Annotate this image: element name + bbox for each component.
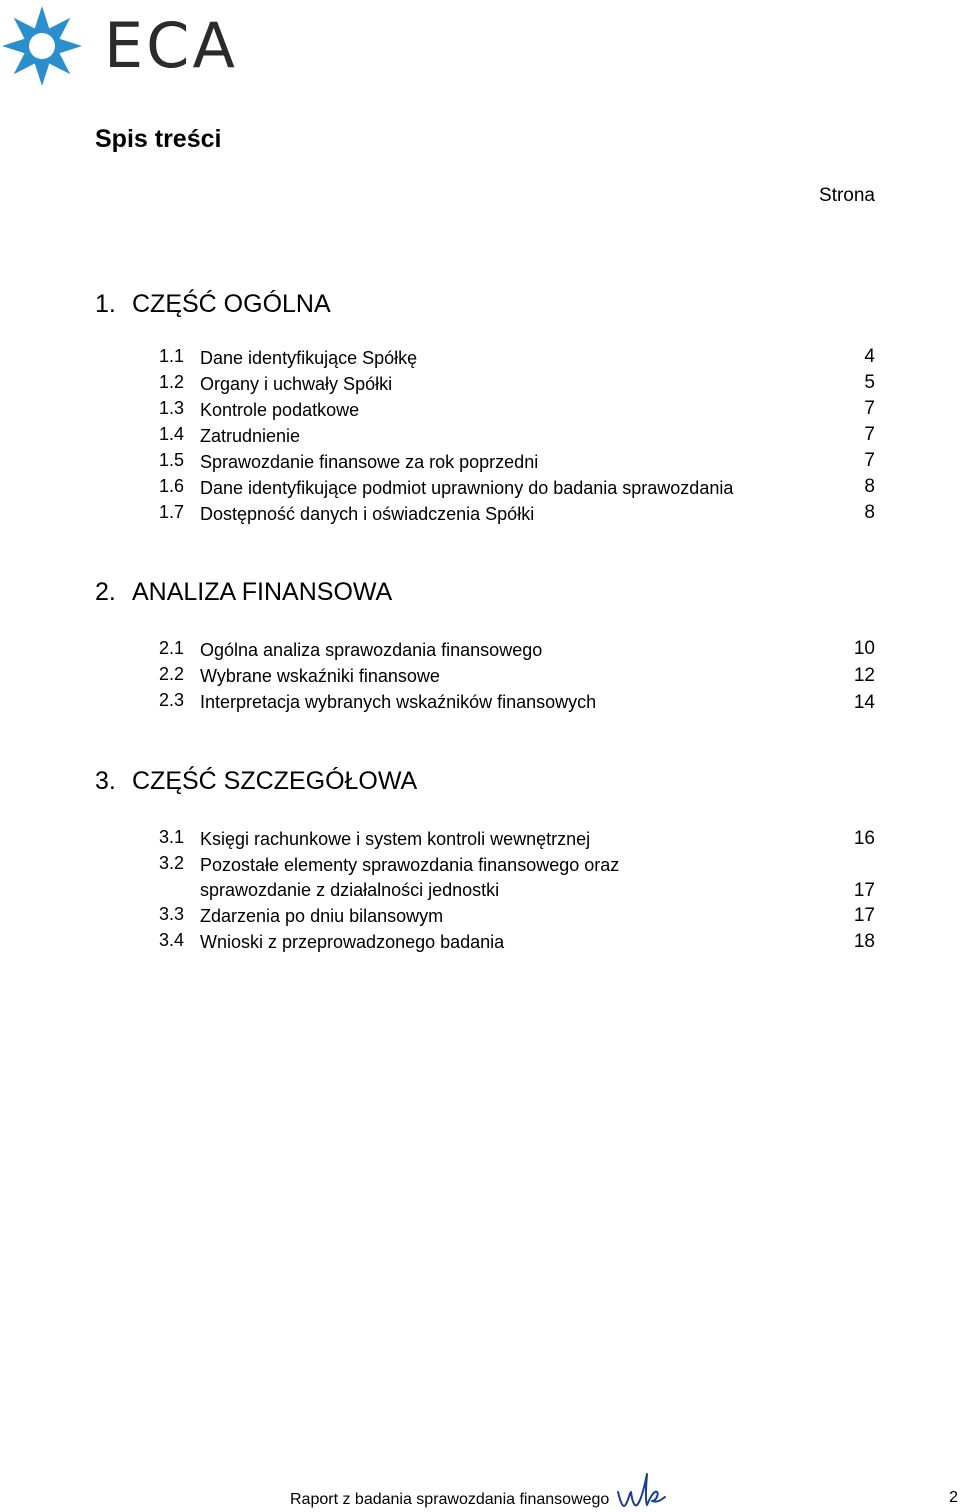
entry-text: Zatrudnienie <box>200 426 301 446</box>
entry-page: 17 <box>853 905 875 926</box>
entry-number: 1.6 <box>159 476 185 496</box>
entry-number: 3.3 <box>159 904 185 924</box>
entry-text: Zdarzenia po dniu bilansowym <box>200 906 444 926</box>
entry-number: 3.1 <box>159 827 185 847</box>
entry-number: 1.5 <box>159 450 185 470</box>
section-title: CZĘŚĆ SZCZEGÓŁOWA <box>132 767 418 795</box>
entry-page: 16 <box>853 828 875 849</box>
entry-text: Dostępność danych i oświadczenia Spółki <box>200 504 535 524</box>
section-title: ANALIZA FINANSOWA <box>132 578 393 606</box>
page-footer <box>0 1470 960 1512</box>
section-number: 1. <box>95 290 116 318</box>
entry-number: 3.2 <box>159 853 185 873</box>
section-title: CZĘŚĆ OGÓLNA <box>132 290 331 318</box>
entry-page: 7 <box>864 450 875 471</box>
entry-page: 5 <box>864 372 875 393</box>
toc-section-2 <box>95 578 875 718</box>
section-number: 2. <box>95 578 116 606</box>
entry-page: 12 <box>853 665 875 686</box>
entry-number: 1.3 <box>159 398 185 418</box>
entry-number: 3.4 <box>159 930 185 950</box>
entry-text: Organy i uchwały Spółki <box>200 374 393 394</box>
entry-text: Interpretacja wybranych wskaźników finansowych <box>200 692 597 712</box>
entry-text: Wnioski z przeprowadzonego badania <box>200 932 505 952</box>
section-number: 3. <box>95 767 116 795</box>
toc-section-1 <box>95 290 875 530</box>
entry-page: 18 <box>853 931 875 952</box>
toc-title: Spis treści <box>95 125 222 153</box>
entry-text: Ogólna analiza sprawozdania finansowego <box>200 640 543 660</box>
toc-section-3 <box>95 767 875 967</box>
footer-page-number: 2 <box>949 1489 958 1506</box>
entry-number: 1.1 <box>159 346 185 366</box>
signature-icon <box>614 1470 666 1512</box>
entry-number: 2.1 <box>159 638 185 658</box>
footer-text: Raport z badania sprawozdania finansowego <box>290 1491 610 1508</box>
entry-page: 4 <box>864 346 875 367</box>
logo-text: ECA <box>104 9 238 82</box>
entry-page: 8 <box>864 502 875 523</box>
entry-text: Sprawozdanie finansowe za rok poprzedni <box>200 452 539 472</box>
entry-number: 1.4 <box>159 424 185 444</box>
star-logo-icon <box>0 4 84 88</box>
entry-page: 17 <box>853 880 875 901</box>
entry-text: Wybrane wskaźniki finansowe <box>200 666 440 686</box>
page-column-label: Strona <box>819 185 875 206</box>
entry-number: 1.7 <box>159 502 185 522</box>
entry-page: 10 <box>853 638 875 659</box>
entry-text: Kontrole podatkowe <box>200 400 360 420</box>
entry-text: Dane identyfikujące podmiot uprawniony do badania sprawozdania <box>200 478 734 498</box>
section-heading <box>95 290 331 319</box>
company-logo <box>0 4 240 84</box>
entry-page: 7 <box>864 398 875 419</box>
section-heading <box>95 578 392 607</box>
section-heading <box>95 767 417 796</box>
entry-page: 14 <box>853 692 875 713</box>
entry-page: 7 <box>864 424 875 445</box>
entry-page: 8 <box>864 476 875 497</box>
entry-number: 2.2 <box>159 664 185 684</box>
entry-text: Księgi rachunkowe i system kontroli wewnętrznej <box>200 829 591 849</box>
entry-text: Pozostałe elementy sprawozdania finansowego oraz sprawozdanie z działalności jednostki <box>200 855 620 900</box>
entry-number: 2.3 <box>159 690 185 710</box>
entry-text: Dane identyfikujące Spółkę <box>200 348 418 368</box>
entry-number: 1.2 <box>159 372 185 392</box>
